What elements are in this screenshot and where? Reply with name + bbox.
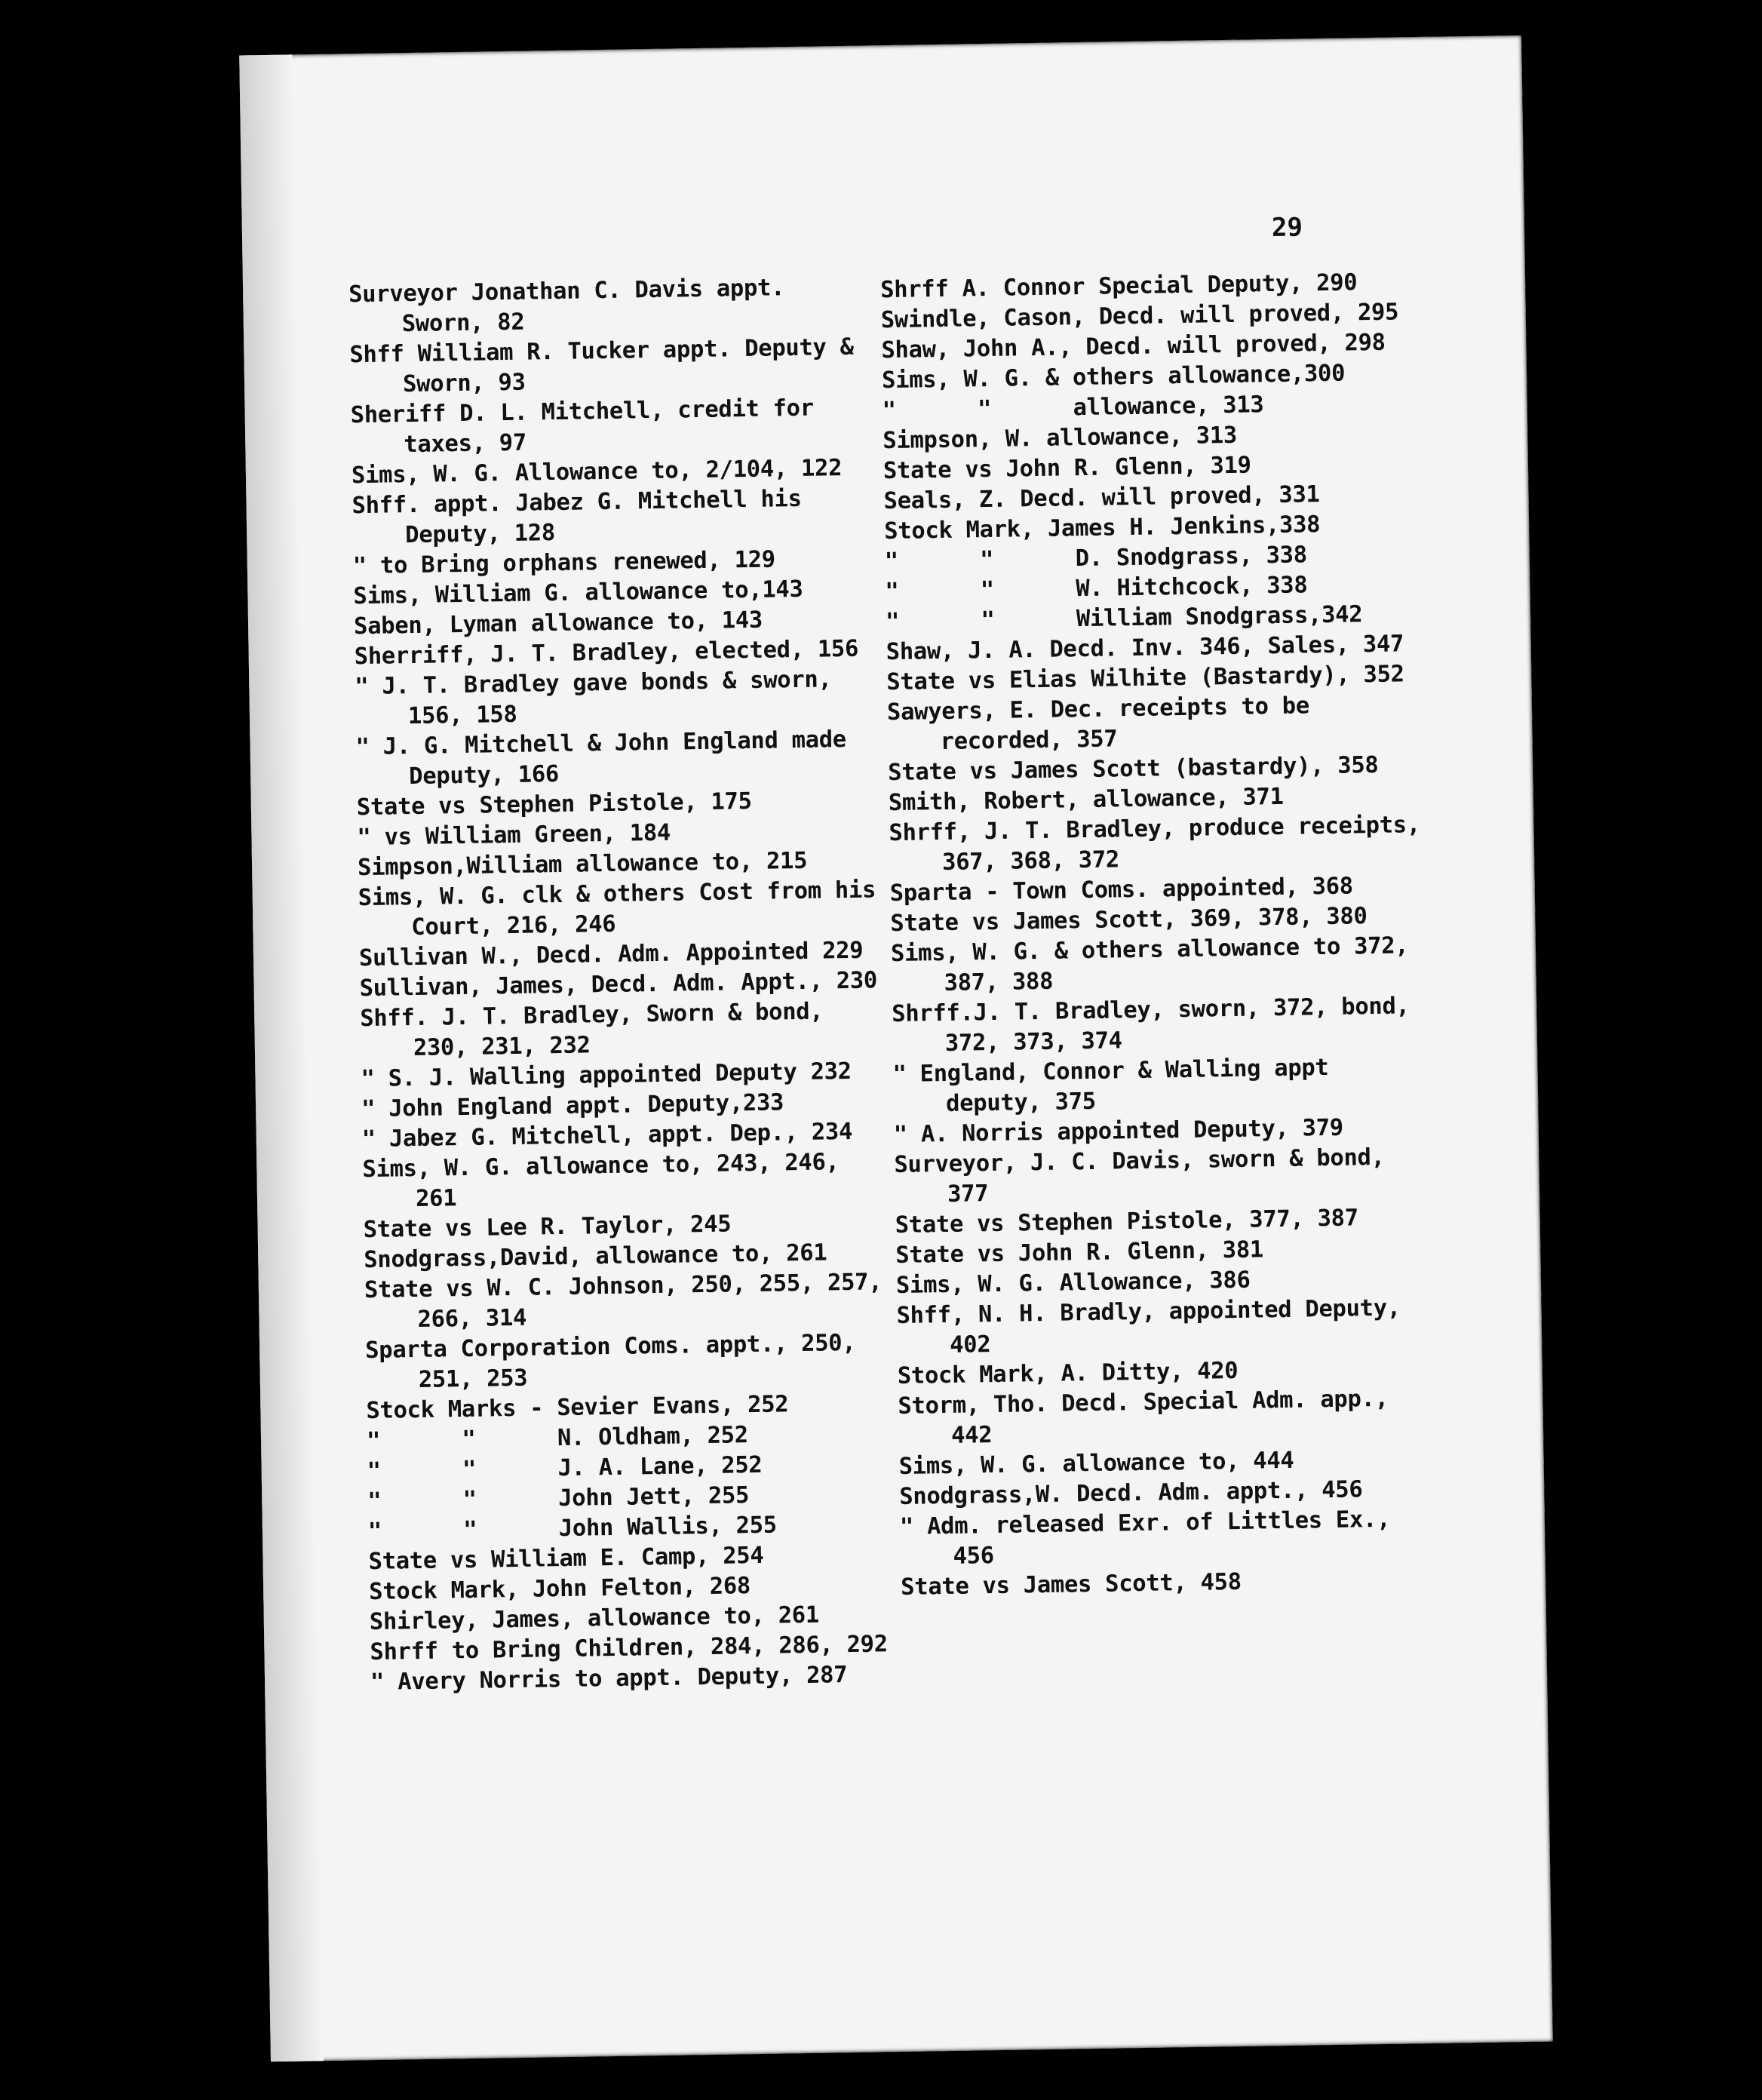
index-entry: Shrff A. Connor Special Deputy, 290 (879, 269, 1358, 304)
index-entry: " S. J. Walling appointed Deputy 232 (361, 1058, 852, 1093)
index-entry: Sherriff, J. T. Bradley, elected, 156 (354, 635, 859, 671)
index-entry: State vs Lee R. Taylor, 245 (363, 1211, 732, 1244)
index-entry: Seals, Z. Decd. will proved, 331 (883, 481, 1320, 515)
index-entry: Sims, W. G. allowance to, 243, 246, 261 (362, 1148, 853, 1213)
index-entry: Snodgrass,David, allowance to, 261 (364, 1239, 827, 1274)
index-entry: Swindle, Cason, Decd. will proved, 295 (880, 299, 1399, 334)
page-number: 29 (1271, 212, 1303, 244)
index-entry: " A. Norris appointed Deputy, 379 (893, 1114, 1344, 1149)
index-entry: " J. G. Mitchell & John England made Deputy, 166 (355, 726, 861, 791)
index-entry: Shrff.J. T. Bradley, sworn, 372, bond, 372, 373, 374 (892, 993, 1423, 1057)
index-entry: Sparta Corporation Coms. appt., 250, 251, 253 (364, 1329, 870, 1393)
index-entry: State vs Stephen Pistole, 175 (356, 788, 752, 821)
index-entry: Sims, W. G. & others allowance to 372, 387, 388 (890, 932, 1423, 996)
index-entry: Sullivan, James, Decd. Adm. Appt., 230 (359, 967, 878, 1002)
index-entry: Shff William R. Tucker appt. Deputy & Sworn, 93 (349, 333, 868, 398)
index-entry: " Adm. released Exr. of Littles Ex., 456 (899, 1506, 1404, 1570)
index-entry: " " N. Oldham, 252 (366, 1422, 749, 1455)
index-entry: State vs William E. Camp, 254 (368, 1542, 764, 1576)
index-entry: State vs Elias Wilhite (Bastardy), 352 (886, 661, 1404, 696)
index-entry: State vs John R. Glenn, 381 (895, 1236, 1264, 1270)
index-entry: Simpson,William allowance to, 215 (357, 847, 808, 882)
index-entry: Sims, W. G. clk & others Cost from his Court, 216, 246 (358, 877, 890, 941)
index-entry: Shaw, J. A. Decd. Inv. 346, Sales, 347 (886, 631, 1404, 666)
index-entry: State vs W. C. Johnson, 250, 255, 257, 266, 314 (364, 1269, 896, 1334)
index-entry: Stock Marks - Sevier Evans, 252 (366, 1391, 789, 1425)
index-entry: Shrff to Bring Children, 284, 286, 292 (370, 1631, 889, 1666)
index-entry: " " allowance, 313 (882, 391, 1264, 425)
index-entry: " England, Connor & Walling appt deputy, 375 (892, 1054, 1343, 1117)
index-entry: Surveyor Jonathan C. Davis appt. Sworn, 82 (348, 274, 799, 338)
index-entry: Simpson, W. allowance, 313 (883, 422, 1238, 455)
index-entry: Stock Mark, A. Ditty, 420 (897, 1357, 1239, 1390)
index-entry: " Jabez G. Mitchell, appt. Dep., 234 (361, 1118, 853, 1153)
index-entry: Sawyers, E. Dec. receipts to be recorded, 357 (886, 692, 1324, 756)
index-entry: " John England appt. Deputy,233 (361, 1089, 784, 1123)
index-entry: " " William Snodgrass,342 (885, 601, 1363, 636)
index-entry: " to Bring orphans renewed, 129 (352, 546, 776, 580)
index-column-right (880, 267, 1444, 1603)
index-entry: Stock Mark, John Felton, 268 (368, 1573, 751, 1606)
index-entry: " " W. Hitchcock, 338 (885, 572, 1308, 606)
index-entry: Sheriff D. L. Mitchell, credit for taxes, 97 (350, 395, 828, 459)
index-entry: " Avery Norris to appt. Deputy, 287 (370, 1662, 848, 1696)
index-entry: State vs James Scott, 458 (900, 1568, 1242, 1601)
index-entry: " " John Wallis, 255 (367, 1512, 778, 1546)
index-entry: Shff. J. T. Bradley, Sworn & bond, 230, 231, 232 (360, 998, 837, 1062)
index-entry: Sims, W. G. allowance to, 444 (898, 1447, 1294, 1481)
index-entry: " vs William Green, 184 (357, 819, 671, 852)
index-entry: Shff. appt. Jabez G. Mitchell his Deputy, 128 (351, 485, 815, 549)
index-entry: Storm, Tho. Decd. Special Adm. app., 442 (898, 1385, 1402, 1449)
index-entry: Sparta - Town Coms. appointed, 368 (889, 873, 1354, 907)
index-entry: Surveyor, J. C. Davis, sworn & bond, 377 (894, 1144, 1398, 1208)
index-entry: State vs John R. Glenn, 319 (883, 452, 1251, 485)
index-entry: Sullivan W., Decd. Adm. Appointed 229 (358, 937, 864, 972)
index-entry: State vs James Scott, 369, 378, 380 (890, 903, 1368, 938)
index-entry: Shrff, J. T. Bradley, produce receipts, 367, 368, 372 (889, 811, 1435, 877)
index-entry: Shirley, James, allowance to, 261 (369, 1601, 820, 1636)
index-entry: " J. T. Bradley gave bonds & sworn, 156, 158 (355, 666, 846, 730)
index-entry: Sims, W. G. & others allowance,300 (881, 360, 1346, 395)
index-entry: " " J. A. Lane, 252 (367, 1451, 763, 1485)
index-entry: Sims, William G. allowance to,143 (353, 576, 803, 610)
index-entry: Smith, Robert, allowance, 371 (888, 783, 1284, 817)
index-entry: State vs James Scott (bastardy), 358 (887, 751, 1379, 787)
index-entry: Sims, W. G. Allowance, 386 (895, 1266, 1251, 1300)
index-entry: " " John Jett, 255 (367, 1482, 750, 1515)
index-entry: Shff, N. H. Bradly, appointed Deputy, 402 (896, 1294, 1415, 1359)
index-entry: Saben, Lyman allowance to, 143 (353, 606, 763, 640)
index-column-left (348, 272, 896, 1698)
index-entry: " " D. Snodgrass, 338 (884, 542, 1308, 576)
index-entry: State vs Stephen Pistole, 377, 387 (895, 1205, 1359, 1239)
index-entry: Shaw, John A., Decd. will proved, 298 (881, 329, 1386, 364)
index-entry: Snodgrass,W. Decd. Adm. appt., 456 (899, 1476, 1363, 1511)
document-page (239, 35, 1553, 2062)
index-entry: Sims, W. G. Allowance to, 2/104, 122 (351, 455, 843, 490)
index-entry: Stock Mark, James H. Jenkins,338 (883, 511, 1321, 545)
